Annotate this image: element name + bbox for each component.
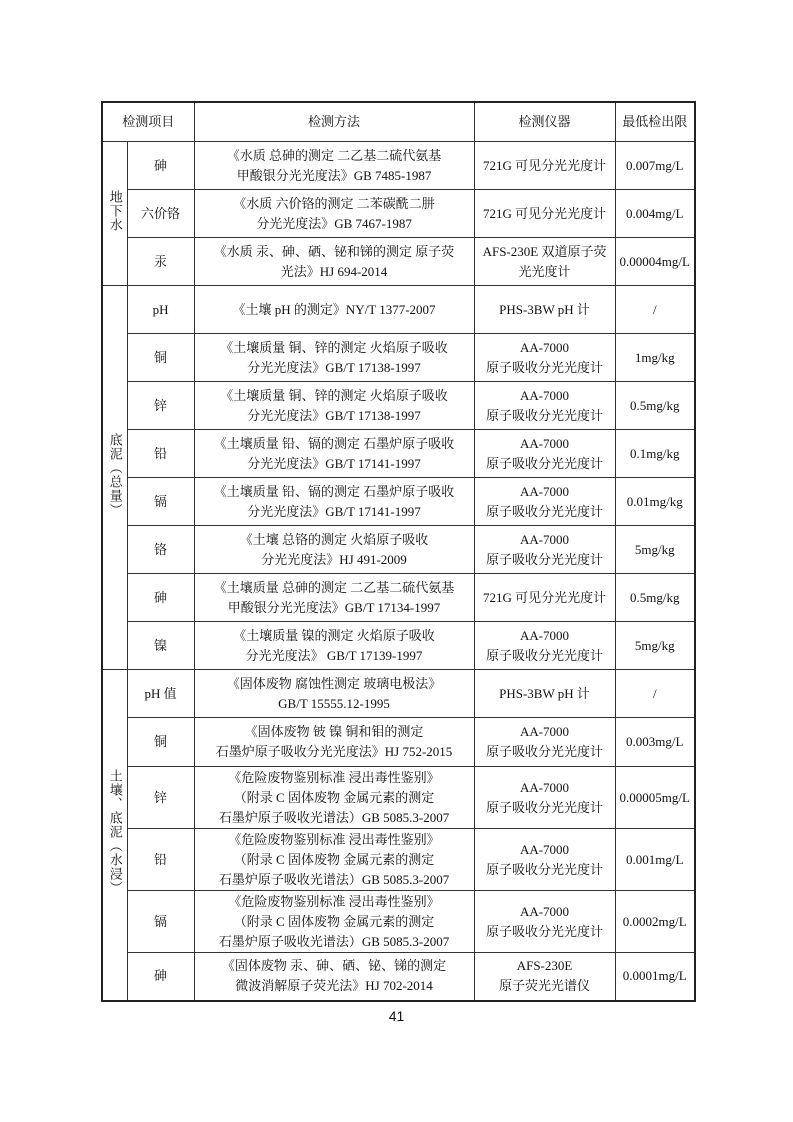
item-cell: 镉	[127, 478, 194, 526]
limit-cell: 0.00004mg/L	[615, 238, 695, 286]
limit-cell: 0.007mg/L	[615, 142, 695, 190]
instrument-cell: 721G 可见分光光度计	[474, 142, 615, 190]
group-label: 地下水	[107, 189, 123, 232]
instrument-cell: 721G 可见分光光度计	[474, 574, 615, 622]
item-cell: 六价铬	[127, 190, 194, 238]
method-cell: 《水质 汞、砷、硒、铋和锑的测定 原子荧 光法》HJ 694-2014	[194, 238, 474, 286]
limit-cell: 0.003mg/L	[615, 718, 695, 767]
instrument-cell: AA-7000 原子吸收分光光度计	[474, 829, 615, 891]
table-row	[102, 238, 695, 286]
table-row	[102, 953, 695, 1001]
limit-cell: 5mg/kg	[615, 622, 695, 670]
instrument-cell: PHS-3BW pH 计	[474, 670, 615, 718]
instrument-cell: AA-7000 原子吸收分光光度计	[474, 767, 615, 829]
group-label: 底泥（总量）	[107, 432, 123, 517]
instrument-cell: PHS-3BW pH 计	[474, 286, 615, 334]
table-row	[102, 526, 695, 574]
table-row	[102, 430, 695, 478]
table-row	[102, 478, 695, 526]
method-cell: 《土壤质量 镍的测定 火焰原子吸收 分光光度法》 GB/T 17139-1997	[194, 622, 474, 670]
item-cell: 铅	[127, 430, 194, 478]
instrument-cell: AA-7000 原子吸收分光光度计	[474, 478, 615, 526]
limit-cell: 0.5mg/kg	[615, 382, 695, 430]
method-cell: 《土壤质量 铜、锌的测定 火焰原子吸收 分光光度法》GB/T 17138-1997	[194, 382, 474, 430]
item-cell: 锌	[127, 767, 194, 829]
method-cell: 《土壤质量 铜、锌的测定 火焰原子吸收 分光光度法》GB/T 17138-1997	[194, 334, 474, 382]
item-cell: 砷	[127, 142, 194, 190]
instrument-cell: AA-7000 原子吸收分光光度计	[474, 526, 615, 574]
item-cell: 锌	[127, 382, 194, 430]
instrument-cell: 721G 可见分光光度计	[474, 190, 615, 238]
limit-cell: 0.00005mg/L	[615, 767, 695, 829]
item-cell: 铅	[127, 829, 194, 891]
item-cell: 砷	[127, 953, 194, 1001]
group-cell	[102, 286, 127, 670]
item-cell: 汞	[127, 238, 194, 286]
table-row	[102, 718, 695, 767]
instrument-cell: AA-7000 原子吸收分光光度计	[474, 891, 615, 953]
group-label: 土壤、底泥（水浸）	[107, 768, 123, 895]
group-cell	[102, 670, 127, 1001]
method-cell: 《土壤质量 铅、镉的测定 石墨炉原子吸收 分光光度法》GB/T 17141-1997	[194, 478, 474, 526]
method-cell: 《土壤质量 总砷的测定 二乙基二硫代氨基 甲酸银分光光度法》GB/T 17134-1997	[194, 574, 474, 622]
method-cell: 《危险废物鉴别标准 浸出毒性鉴别》 （附录 C 固体废物 金属元素的测定 石墨炉原子吸收光谱法）GB 5085.3-2007	[194, 829, 474, 891]
instrument-cell: AFS-230E 原子荧光光谱仪	[474, 953, 615, 1001]
header-limit: 最低检出限	[615, 102, 695, 142]
limit-cell: /	[615, 670, 695, 718]
limit-cell: /	[615, 286, 695, 334]
method-cell: 《固体废物 铍 镍 铜和钼的测定 石墨炉原子吸收分光光度法》HJ 752-2015	[194, 718, 474, 767]
method-cell: 《固体废物 腐蚀性测定 玻璃电极法》 GB/T 15555.12-1995	[194, 670, 474, 718]
table-row	[102, 142, 695, 190]
instrument-cell: AA-7000 原子吸收分光光度计	[474, 334, 615, 382]
method-cell: 《土壤 总铬的测定 火焰原子吸收 分光光度法》HJ 491-2009	[194, 526, 474, 574]
table-row	[102, 891, 695, 953]
instrument-cell: AFS-230E 双道原子荧 光光度计	[474, 238, 615, 286]
method-cell: 《水质 六价铬的测定 二苯碳酰二肼 分光光度法》GB 7467-1987	[194, 190, 474, 238]
table-row	[102, 767, 695, 829]
table-row	[102, 382, 695, 430]
item-cell: 镉	[127, 891, 194, 953]
table-row	[102, 286, 695, 334]
limit-cell: 0.0002mg/L	[615, 891, 695, 953]
limit-cell: 0.1mg/kg	[615, 430, 695, 478]
method-cell: 《危险废物鉴别标准 浸出毒性鉴别》 （附录 C 固体废物 金属元素的测定 石墨炉原子吸收光谱法）GB 5085.3-2007	[194, 767, 474, 829]
limit-cell: 0.004mg/L	[615, 190, 695, 238]
method-cell: 《固体废物 汞、砷、硒、铋、锑的测定 微波消解原子荧光法》HJ 702-2014	[194, 953, 474, 1001]
limit-cell: 5mg/kg	[615, 526, 695, 574]
limit-cell: 0.0001mg/L	[615, 953, 695, 1001]
group-cell	[102, 142, 127, 286]
table-row	[102, 190, 695, 238]
item-cell: pH	[127, 286, 194, 334]
method-cell: 《危险废物鉴别标准 浸出毒性鉴别》 （附录 C 固体废物 金属元素的测定 石墨炉原子吸收光谱法）GB 5085.3-2007	[194, 891, 474, 953]
instrument-cell: AA-7000 原子吸收分光光度计	[474, 382, 615, 430]
item-cell: pH 值	[127, 670, 194, 718]
detection-methods-table	[101, 101, 696, 1002]
limit-cell: 1mg/kg	[615, 334, 695, 382]
method-cell: 《水质 总砷的测定 二乙基二硫代氨基 甲酸银分光光度法》GB 7485-1987	[194, 142, 474, 190]
item-cell: 砷	[127, 574, 194, 622]
header-method: 检测方法	[194, 102, 474, 142]
instrument-cell: AA-7000 原子吸收分光光度计	[474, 718, 615, 767]
method-cell: 《土壤 pH 的测定》NY/T 1377-2007	[194, 286, 474, 334]
header-instrument: 检测仪器	[474, 102, 615, 142]
table-header-row	[102, 102, 695, 142]
table-row	[102, 670, 695, 718]
table-row	[102, 334, 695, 382]
item-cell: 铬	[127, 526, 194, 574]
limit-cell: 0.5mg/kg	[615, 574, 695, 622]
instrument-cell: AA-7000 原子吸收分光光度计	[474, 430, 615, 478]
table-row	[102, 622, 695, 670]
table-row	[102, 574, 695, 622]
method-cell: 《土壤质量 铅、镉的测定 石墨炉原子吸收 分光光度法》GB/T 17141-1997	[194, 430, 474, 478]
table-row	[102, 829, 695, 891]
limit-cell: 0.01mg/kg	[615, 478, 695, 526]
instrument-cell: AA-7000 原子吸收分光光度计	[474, 622, 615, 670]
item-cell: 铜	[127, 718, 194, 767]
item-cell: 镍	[127, 622, 194, 670]
header-item: 检测项目	[102, 102, 194, 142]
page-number: 41	[388, 1008, 405, 1024]
limit-cell: 0.001mg/L	[615, 829, 695, 891]
item-cell: 铜	[127, 334, 194, 382]
